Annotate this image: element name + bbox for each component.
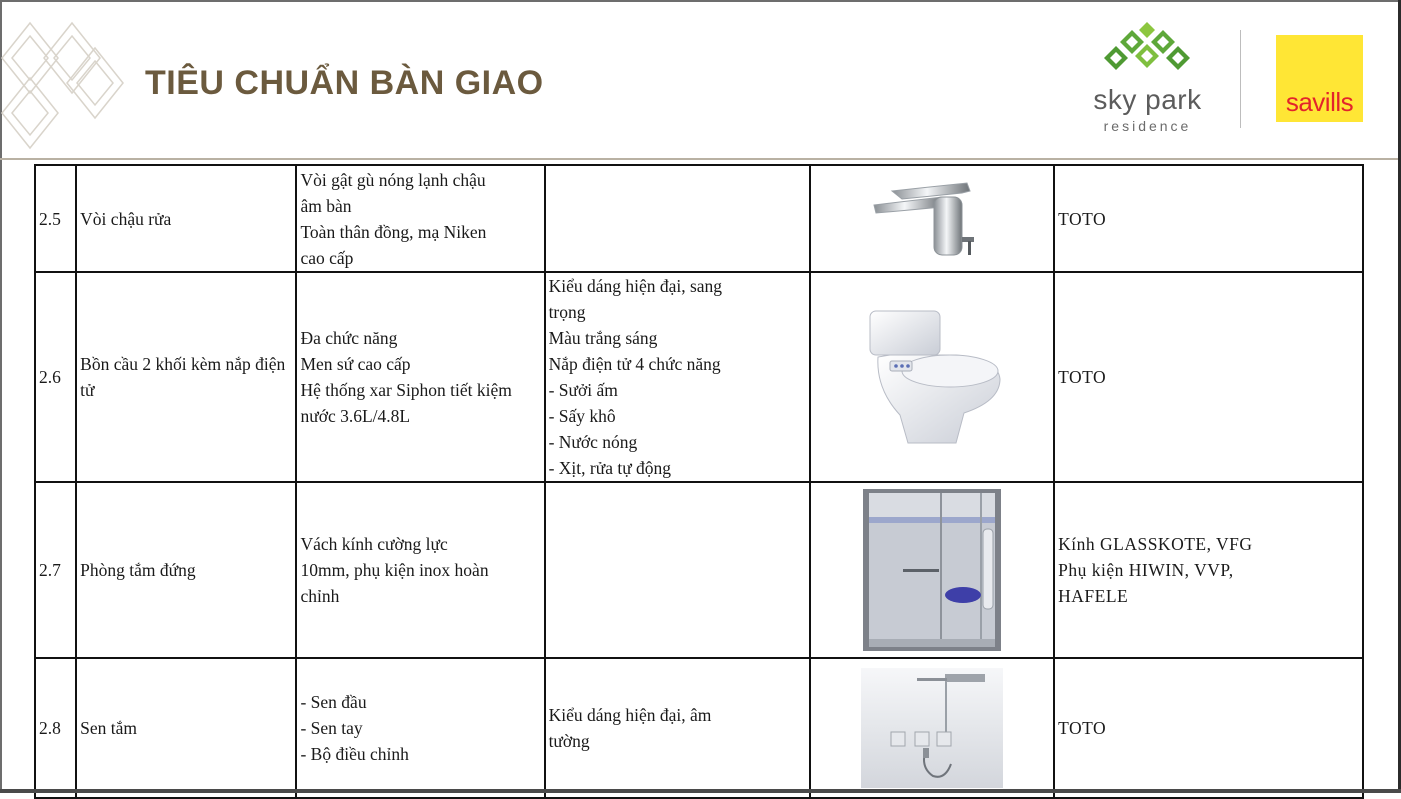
item-features xyxy=(545,658,811,798)
brand-line: HAFELE xyxy=(1058,586,1129,606)
feature-line: - Nước nóng xyxy=(548,432,638,452)
feature-line: - Sưởi ấm xyxy=(548,380,618,400)
item-brand xyxy=(1054,482,1363,658)
item-spec xyxy=(296,272,544,482)
item-spec xyxy=(296,658,544,798)
item-name: Bồn cầu 2 khối kèm nắp điện tử xyxy=(76,272,296,482)
basin-faucet-icon xyxy=(872,179,992,259)
diamond-pattern-icon xyxy=(0,18,130,153)
frame-bottom-border xyxy=(0,789,1401,793)
table-row xyxy=(35,272,1363,482)
feature-line: - Sấy khô xyxy=(548,406,616,426)
shower-enclosure-icon xyxy=(863,489,1001,651)
feature-line: Màu trắng sáng xyxy=(548,328,658,348)
item-spec xyxy=(296,165,544,272)
spec-line: âm bàn xyxy=(300,195,352,216)
brand-line: Kính GLASSKOTE, VFG xyxy=(1058,534,1253,554)
spec-line: - Bộ điều chỉnh xyxy=(300,744,409,764)
page-title: TIÊU CHUẨN BÀN GIAO xyxy=(145,64,544,102)
brand-line: TOTO xyxy=(1058,718,1107,738)
item-number: 2.7 xyxy=(35,482,76,658)
spec-line: Toàn thân đồng, mạ Niken xyxy=(300,221,487,242)
spec-line: Men sứ cao cấp xyxy=(300,354,411,374)
brand-line: TOTO xyxy=(1058,208,1107,229)
spec-line: Vách kính cường lực xyxy=(300,534,448,554)
feature-line: trọng xyxy=(548,302,586,322)
slide-header xyxy=(0,0,1401,160)
feature-line: Kiểu dáng hiện đại, sang xyxy=(548,276,723,296)
savills-logo-text: savills xyxy=(1285,87,1354,117)
spec-line: Đa chức năng xyxy=(300,328,398,348)
item-brand xyxy=(1054,658,1363,798)
item-image xyxy=(810,482,1054,658)
item-features xyxy=(545,272,811,482)
feature-line: tường xyxy=(548,731,590,751)
item-features xyxy=(545,482,811,658)
item-number: 2.6 xyxy=(35,272,76,482)
toilet-icon xyxy=(860,305,1005,450)
header-divider xyxy=(0,158,1401,160)
table-row xyxy=(35,165,1363,272)
item-features xyxy=(545,165,811,272)
leaf-diamond-icon xyxy=(1080,22,1215,84)
skypark-logo xyxy=(1080,22,1215,140)
feature-line: Kiểu dáng hiện đại, âm xyxy=(548,705,712,725)
item-name: Sen tắm xyxy=(76,658,296,798)
item-image xyxy=(810,658,1054,798)
logo-divider xyxy=(1240,30,1241,128)
item-image xyxy=(810,272,1054,482)
item-name: Vòi chậu rửa xyxy=(76,165,296,272)
item-number: 2.8 xyxy=(35,658,76,798)
handover-spec-table xyxy=(34,164,1364,799)
item-image xyxy=(810,165,1054,272)
item-number: 2.5 xyxy=(35,165,76,272)
spec-line: Hệ thống xar Siphon tiết kiệm nước 3.6L/4.8L xyxy=(300,380,512,426)
spec-line: - Sen tay xyxy=(300,718,363,738)
item-spec xyxy=(296,482,544,658)
table-row xyxy=(35,658,1363,798)
skypark-logo-subtext: residence xyxy=(1103,118,1192,134)
feature-line: Nắp điện tử 4 chức năng xyxy=(548,354,721,374)
spec-line: cao cấp xyxy=(300,247,354,268)
table-row xyxy=(35,482,1363,658)
skypark-logo-text: sky park xyxy=(1093,84,1202,115)
spec-line: - Sen đầu xyxy=(300,692,367,712)
item-brand xyxy=(1054,272,1363,482)
item-name: Phòng tắm đứng xyxy=(76,482,296,658)
shower-set-icon xyxy=(861,668,1003,788)
feature-line: - Xịt, rửa tự động xyxy=(548,458,672,478)
spec-line: 10mm, phụ kiện inox hoàn xyxy=(300,560,489,580)
item-brand xyxy=(1054,165,1363,272)
brand-line: Phụ kiện HIWIN, VVP, xyxy=(1058,560,1234,580)
spec-line: chỉnh xyxy=(300,586,340,606)
savills-logo xyxy=(1276,35,1363,122)
spec-line: Vòi gật gù nóng lạnh chậu xyxy=(300,169,486,190)
brand-line: TOTO xyxy=(1058,367,1107,387)
